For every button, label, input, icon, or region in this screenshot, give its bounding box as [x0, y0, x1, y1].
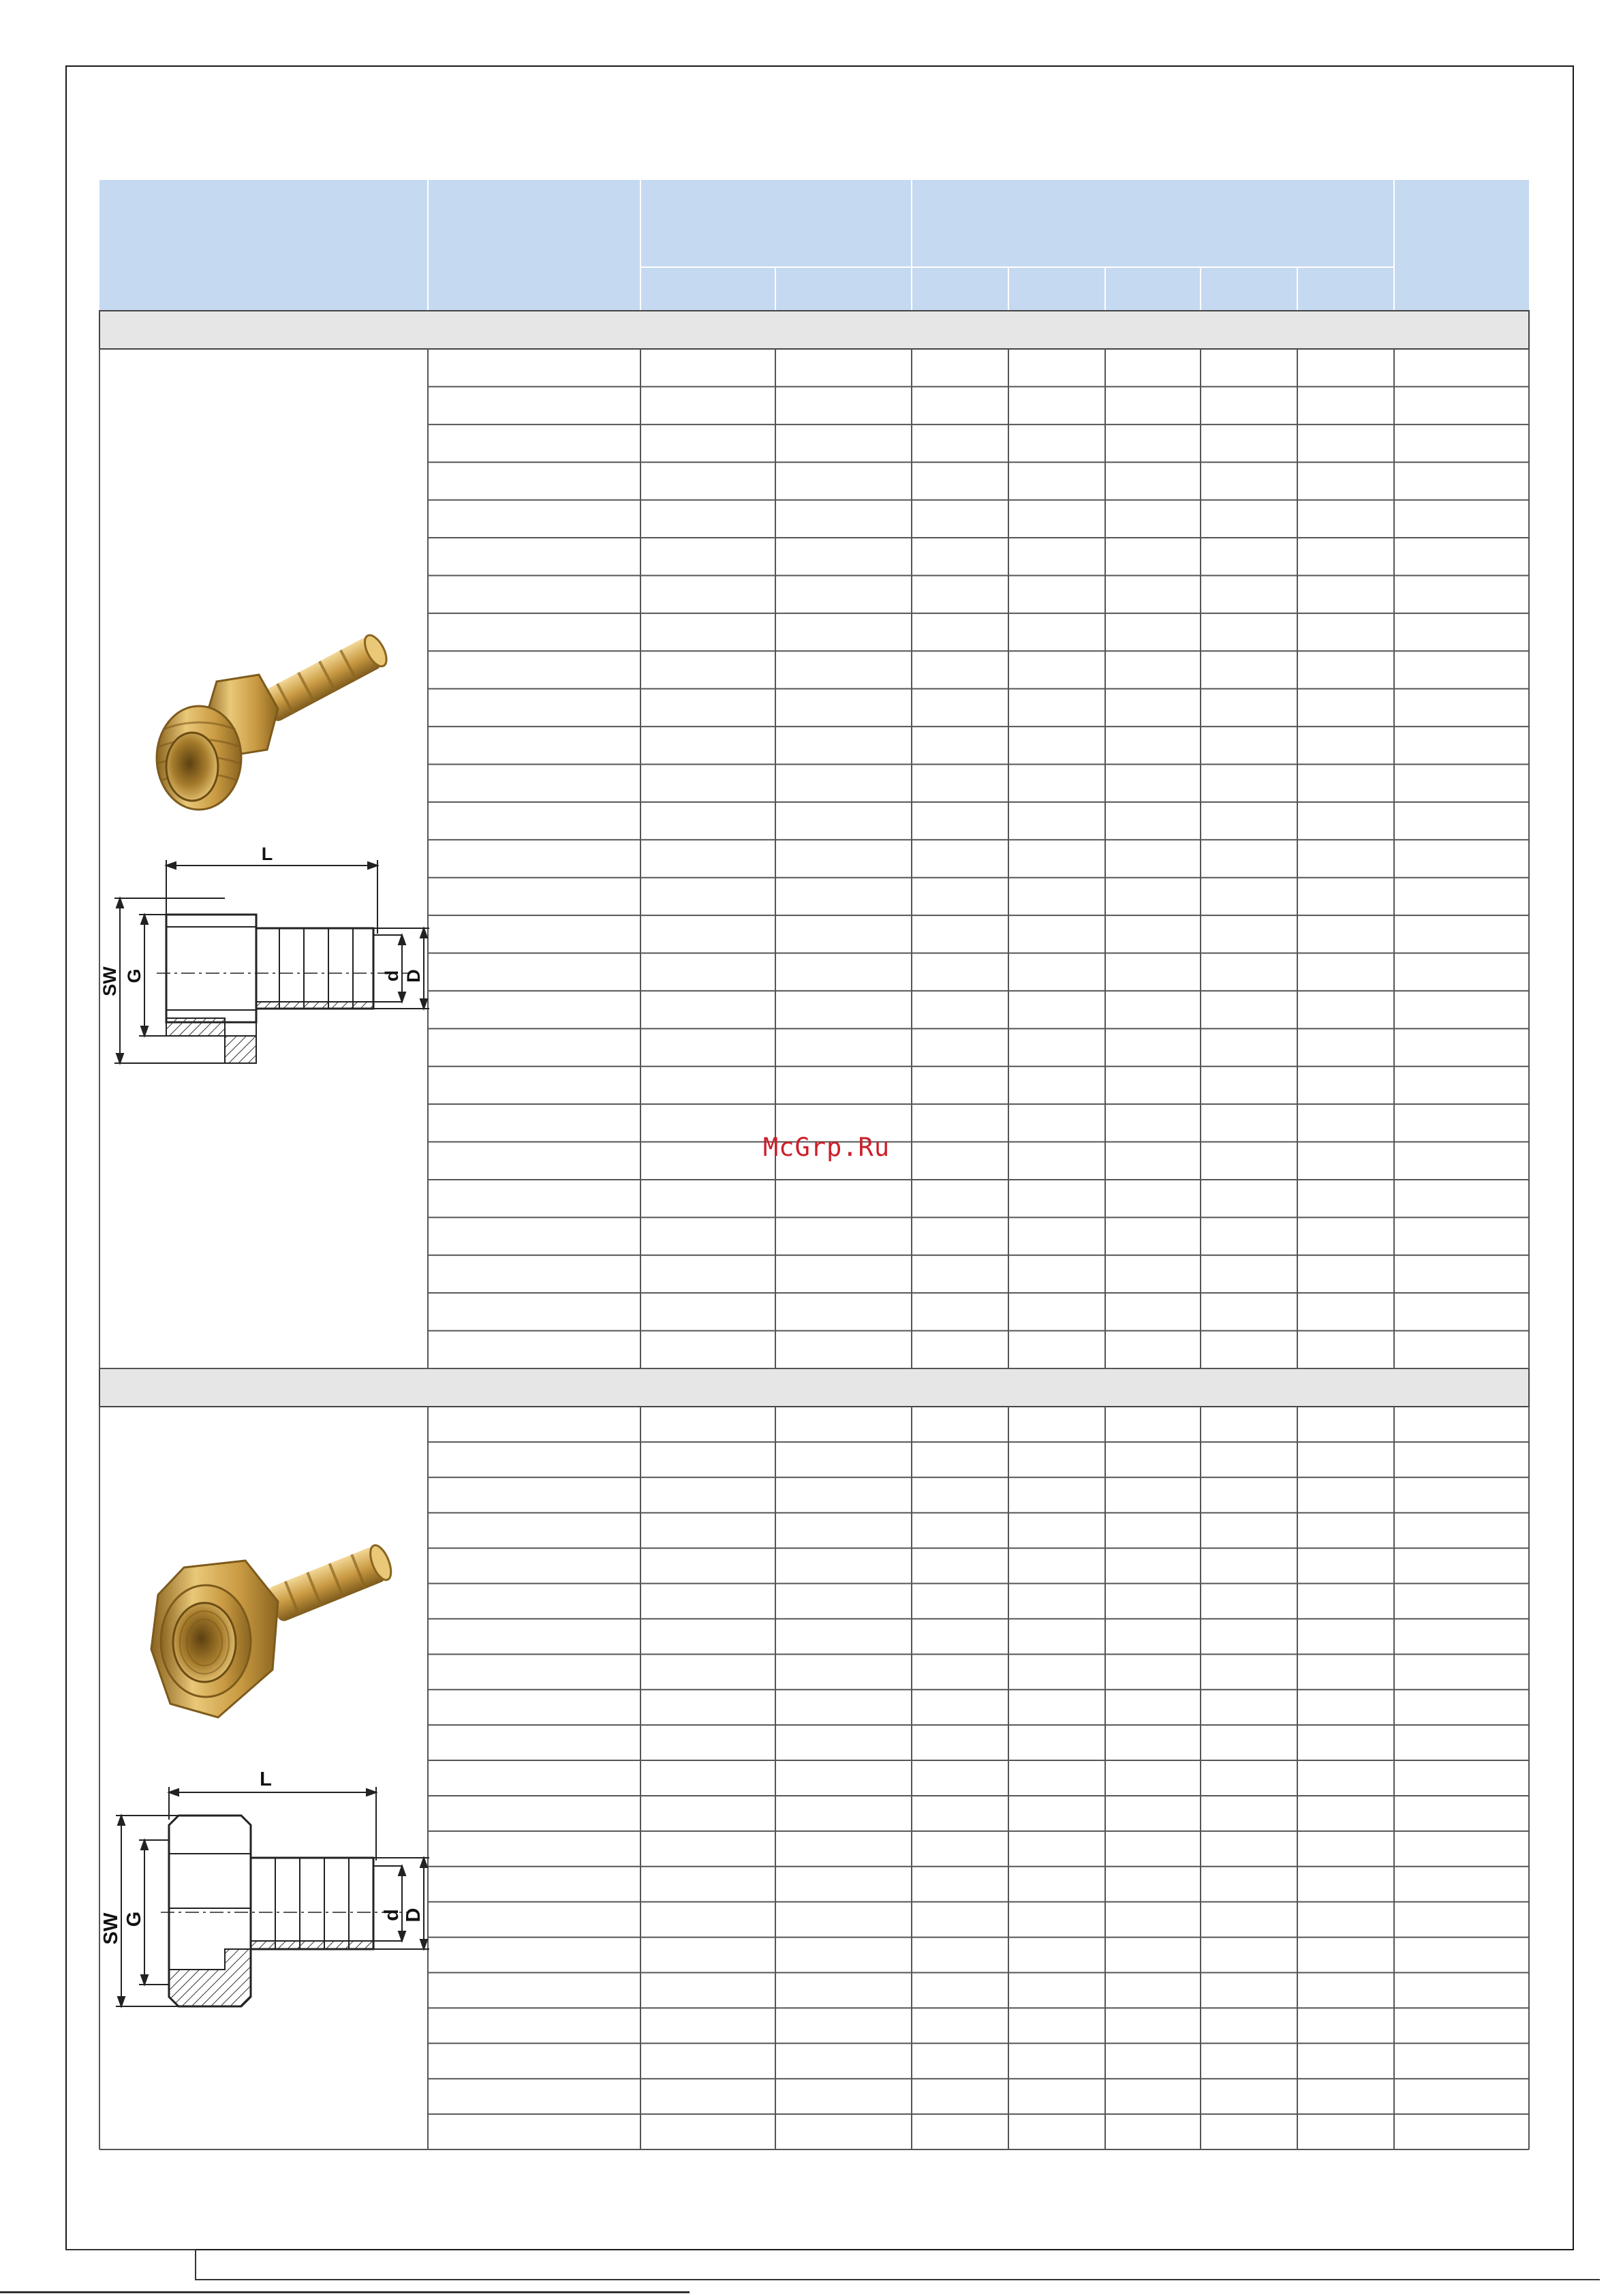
footer-rule	[196, 2279, 1600, 2280]
section-1-grid	[99, 349, 1529, 1368]
dim-d-label-1: d	[382, 970, 402, 982]
dim-SW-label-2: SW	[100, 1912, 122, 1945]
dim-SW-label-1: SW	[99, 966, 120, 996]
dim-d-label-2: d	[381, 1909, 403, 1921]
footer-tab	[65, 2249, 196, 2280]
dim-D-label-1: D	[403, 969, 424, 983]
dim-L-label-2: L	[260, 1769, 272, 1790]
dim-G-label-2: G	[123, 1911, 145, 1927]
female-hose-barb-photo	[151, 1542, 395, 1717]
footer-bottom-rule	[0, 2291, 690, 2293]
female-hose-barb-drawing	[116, 1787, 429, 2006]
section-2-grid	[99, 1407, 1529, 2149]
dim-L-label-1: L	[261, 844, 273, 864]
watermark: McGrp.Ru	[762, 1133, 891, 1162]
dim-G-label-1: G	[124, 968, 144, 983]
table-header	[99, 180, 1529, 311]
dim-D-label-2: D	[403, 1908, 424, 1923]
section-band-2	[99, 1368, 1529, 1407]
male-hose-barb-drawing	[114, 860, 429, 1063]
section-band-1	[99, 311, 1529, 349]
male-hose-barb-photo	[157, 632, 391, 810]
